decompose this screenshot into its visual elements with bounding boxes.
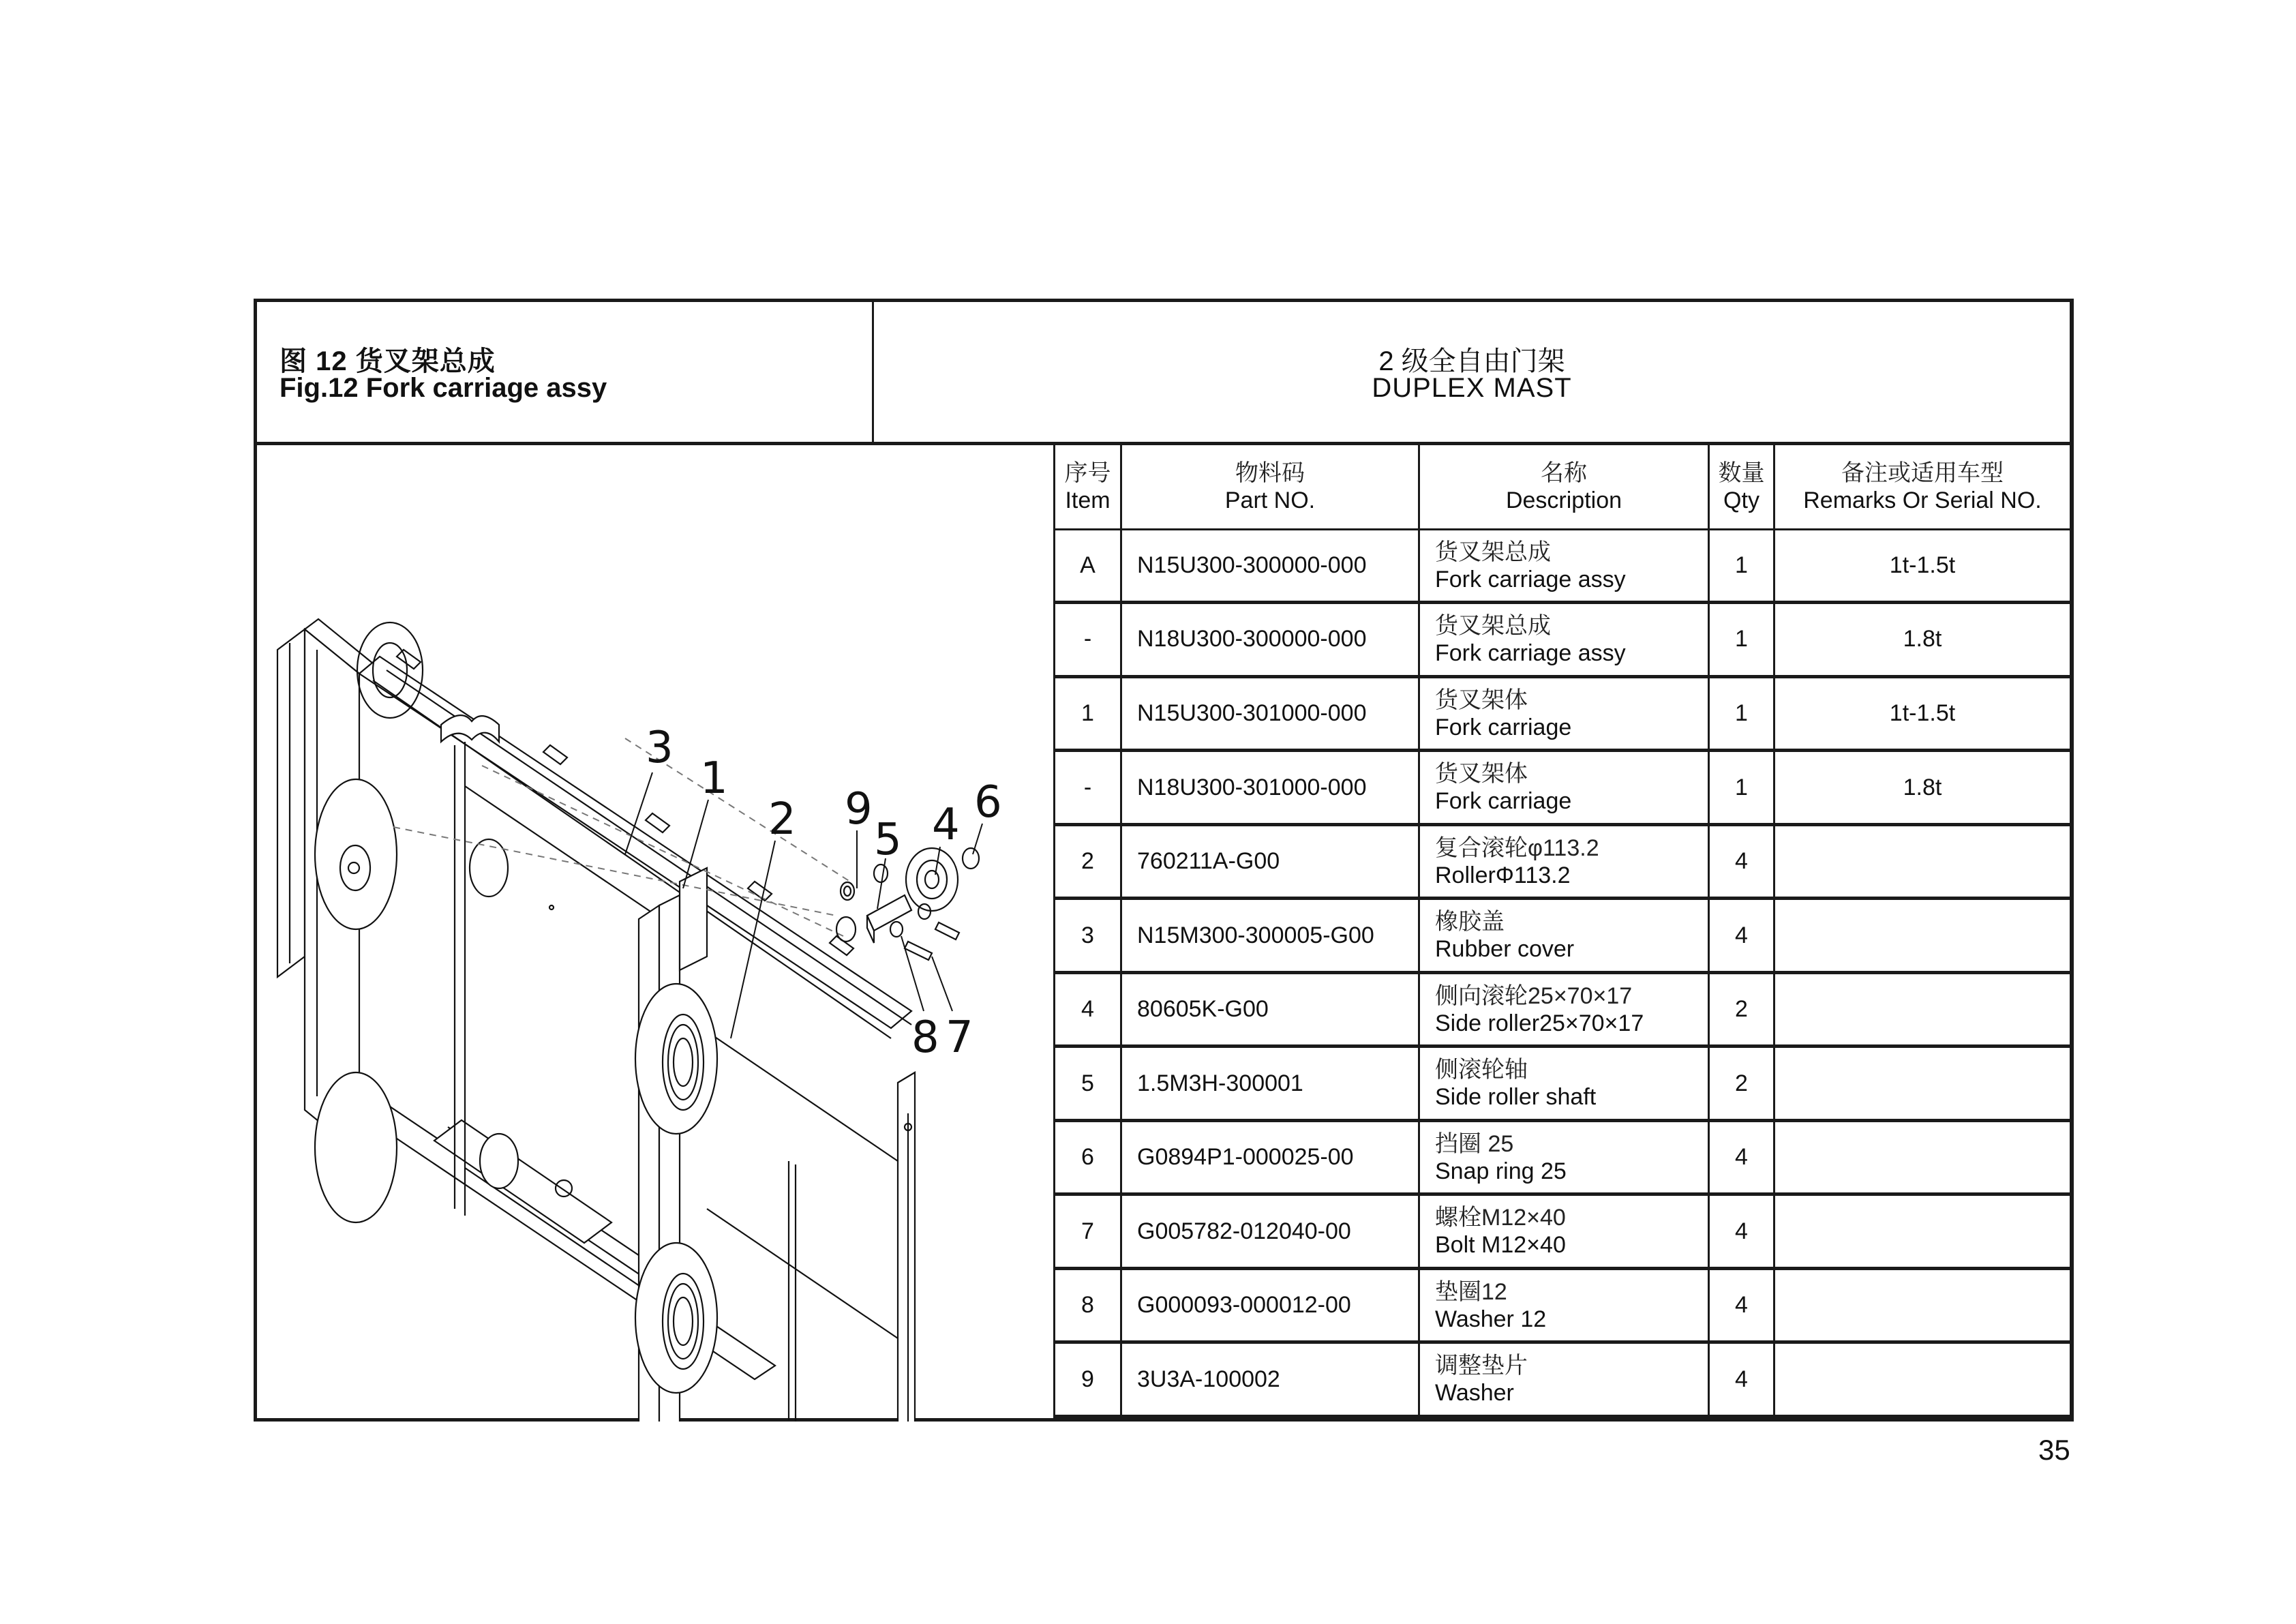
cell-description <box>1419 899 1709 973</box>
cell-qty: 4 <box>1709 899 1774 973</box>
roller-right-upper <box>635 984 717 1134</box>
description-en: RollerΦ113.2 <box>1435 862 1571 888</box>
cell-qty: 1 <box>1709 603 1774 677</box>
roller-right-lower <box>635 1243 717 1393</box>
description-zh: 货叉架总成 <box>1435 539 1551 565</box>
callout-8: 8 <box>911 1012 939 1063</box>
cell-remarks: 1t-1.5t <box>1774 676 2070 751</box>
cell-part-no: G005782-012040-00 <box>1121 1194 1419 1269</box>
description-zh: 货叉架体 <box>1435 687 1528 713</box>
description-en: Side roller25×70×17 <box>1435 1010 1644 1036</box>
side-roller-assembly <box>836 848 979 960</box>
callout-7: 7 <box>946 1012 973 1063</box>
page-number: 35 <box>2038 1434 2070 1466</box>
cell-part-no: G000093-000012-00 <box>1121 1268 1419 1342</box>
callout-5: 5 <box>874 815 902 865</box>
col-header-item: 序号 Item <box>1055 445 1121 530</box>
cell-item: 2 <box>1055 824 1121 899</box>
description-zh: 货叉架体 <box>1435 761 1528 787</box>
callout-1: 1 <box>700 753 728 804</box>
callout-3: 3 <box>646 723 674 773</box>
cell-qty: 1 <box>1709 530 1774 603</box>
cell-remarks <box>1774 1268 2070 1342</box>
parts-list <box>1053 445 2070 1418</box>
cell-qty: 4 <box>1709 1268 1774 1342</box>
figure-title-en: Fig.12 Fork carriage assy <box>280 373 607 403</box>
top-rail <box>359 650 911 1038</box>
description-zh: 货叉架总成 <box>1435 612 1551 639</box>
table-row <box>1055 530 2070 603</box>
cell-description <box>1419 751 1709 825</box>
table-header-row <box>1055 445 2070 530</box>
cell-item: 8 <box>1055 1268 1121 1342</box>
description-en: Snap ring 25 <box>1435 1158 1567 1184</box>
cell-remarks <box>1774 899 2070 973</box>
parts-table-body <box>1055 530 2070 1417</box>
cell-qty: 4 <box>1709 1342 1774 1417</box>
cell-item: - <box>1055 603 1121 677</box>
mast-title-cell <box>874 302 2070 444</box>
cell-qty: 4 <box>1709 1120 1774 1194</box>
cell-item: 7 <box>1055 1194 1121 1269</box>
callout-9: 9 <box>845 784 873 834</box>
cell-remarks <box>1774 1047 2070 1121</box>
cell-qty: 4 <box>1709 1194 1774 1269</box>
cell-qty: 1 <box>1709 751 1774 825</box>
callout-2: 2 <box>768 794 796 845</box>
table-row <box>1055 1120 2070 1194</box>
description-zh: 侧向滚轮25×70×17 <box>1435 982 1633 1009</box>
col-header-remarks: 备注或适用车型 Remarks Or Serial NO. <box>1774 445 2070 530</box>
cell-part-no: N18U300-301000-000 <box>1121 751 1419 825</box>
cell-description <box>1419 530 1709 603</box>
description-en: Side roller shaft <box>1435 1084 1597 1111</box>
cell-remarks <box>1774 1342 2070 1417</box>
figure-title-zh: 图 12 货叉架总成 <box>280 346 496 376</box>
cell-item: - <box>1055 751 1121 825</box>
cell-item: 4 <box>1055 972 1121 1047</box>
cell-remarks: 1t-1.5t <box>1774 530 2070 603</box>
col-header-part-no: 物料码 Part NO. <box>1121 445 1419 530</box>
table-row <box>1055 603 2070 677</box>
table-row <box>1055 824 2070 899</box>
figure-title-cell <box>257 302 874 444</box>
cell-description <box>1419 1047 1709 1121</box>
description-zh: 侧滚轮轴 <box>1435 1057 1528 1083</box>
cell-remarks <box>1774 1120 2070 1194</box>
parts-table <box>1053 445 2070 1418</box>
cell-part-no: N15M300-300005-G00 <box>1121 899 1419 973</box>
cell-part-no: G0894P1-000025-00 <box>1121 1120 1419 1194</box>
cell-item: 1 <box>1055 676 1121 751</box>
cell-description <box>1419 1268 1709 1342</box>
cell-part-no: 1.5M3H-300001 <box>1121 1047 1419 1121</box>
table-row <box>1055 1047 2070 1121</box>
exploded-drawing <box>257 445 1053 1418</box>
table-row <box>1055 972 2070 1047</box>
table-row <box>1055 751 2070 825</box>
rubber-cover <box>470 839 508 897</box>
cell-description <box>1419 824 1709 899</box>
description-en: Fork carriage <box>1435 788 1572 815</box>
cell-description <box>1419 1120 1709 1194</box>
cell-remarks <box>1774 1194 2070 1269</box>
callout-4: 4 <box>932 800 960 850</box>
description-en: Washer <box>1435 1380 1514 1407</box>
cell-qty: 1 <box>1709 676 1774 751</box>
table-row <box>1055 899 2070 973</box>
table-row <box>1055 1342 2070 1417</box>
cell-remarks: 1.8t <box>1774 751 2070 825</box>
cell-item: 6 <box>1055 1120 1121 1194</box>
cell-part-no: N18U300-300000-000 <box>1121 603 1419 677</box>
cell-part-no: 80605K-G00 <box>1121 972 1419 1047</box>
description-zh: 垫圈12 <box>1435 1278 1507 1305</box>
description-en: Bolt M12×40 <box>1435 1232 1566 1259</box>
table-row <box>1055 1194 2070 1269</box>
cell-remarks <box>1774 824 2070 899</box>
description-zh: 挡圈 25 <box>1435 1130 1514 1157</box>
description-en: Washer 12 <box>1435 1306 1547 1332</box>
cell-qty: 2 <box>1709 972 1774 1047</box>
mast-title-en: DUPLEX MAST <box>1372 373 1572 403</box>
cell-qty: 4 <box>1709 824 1774 899</box>
cell-description <box>1419 972 1709 1047</box>
parts-page-frame <box>254 299 2074 1422</box>
cell-item: 9 <box>1055 1342 1121 1417</box>
cell-part-no: 3U3A-100002 <box>1121 1342 1419 1417</box>
description-zh: 调整垫片 <box>1435 1353 1528 1379</box>
cell-description <box>1419 603 1709 677</box>
cell-description <box>1419 1342 1709 1417</box>
cell-description <box>1419 676 1709 751</box>
cell-remarks: 1.8t <box>1774 603 2070 677</box>
description-zh: 复合滚轮φ113.2 <box>1435 834 1599 861</box>
cell-description <box>1419 1194 1709 1269</box>
description-en: Fork carriage assy <box>1435 566 1626 592</box>
col-header-description: 名称 Description <box>1419 445 1709 530</box>
cell-part-no: N15U300-300000-000 <box>1121 530 1419 603</box>
cell-remarks <box>1774 972 2070 1047</box>
cell-item: A <box>1055 530 1121 603</box>
col-header-qty: 数量 Qty <box>1709 445 1774 530</box>
table-row <box>1055 676 2070 751</box>
mast-title-zh: 2 级全自由门架 <box>1378 346 1565 376</box>
table-row <box>1055 1268 2070 1342</box>
description-zh: 螺栓M12×40 <box>1435 1205 1566 1231</box>
cell-item: 5 <box>1055 1047 1121 1121</box>
description-en: Rubber cover <box>1435 936 1575 963</box>
description-en: Fork carriage <box>1435 714 1572 740</box>
cell-part-no: N15U300-301000-000 <box>1121 676 1419 751</box>
description-en: Fork carriage assy <box>1435 640 1626 666</box>
cell-item: 3 <box>1055 899 1121 973</box>
cell-qty: 2 <box>1709 1047 1774 1121</box>
callout-6: 6 <box>974 777 1002 828</box>
cell-part-no: 760211A-G00 <box>1121 824 1419 899</box>
description-zh: 橡胶盖 <box>1435 909 1505 935</box>
